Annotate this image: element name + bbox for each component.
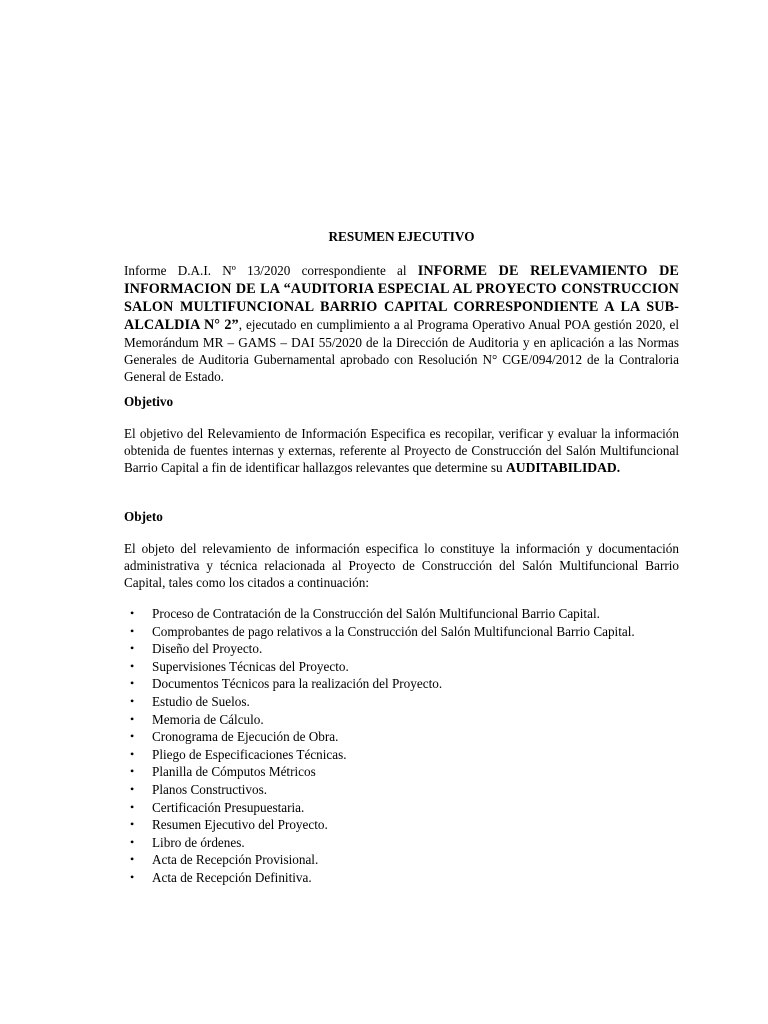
list-item bbox=[124, 605, 679, 623]
objetivo-paragraph bbox=[124, 425, 679, 476]
bullet-icon: • bbox=[130, 693, 135, 708]
bullet-icon: • bbox=[130, 606, 135, 620]
list-item bbox=[124, 658, 679, 676]
list-item bbox=[124, 746, 679, 764]
list-item bbox=[124, 640, 679, 658]
bullet-icon: • bbox=[130, 711, 135, 726]
bullet-icon: • bbox=[130, 869, 135, 884]
list-item bbox=[124, 728, 679, 746]
objeto-heading: Objeto bbox=[124, 509, 163, 524]
list-item bbox=[124, 763, 679, 781]
list-item bbox=[124, 869, 679, 887]
list-item-text: Cronograma de Ejecución de Obra. bbox=[152, 729, 339, 745]
document-list bbox=[124, 605, 679, 887]
bullet-icon: • bbox=[130, 852, 135, 867]
bullet-icon: • bbox=[130, 817, 135, 832]
bullet-icon: • bbox=[130, 729, 135, 744]
list-item bbox=[124, 799, 679, 817]
list-item-text: Certificación Presupuestaria. bbox=[152, 799, 305, 815]
list-item-text: Planilla de Cómputos Métricos bbox=[152, 764, 316, 780]
list-item-text: Supervisiones Técnicas del Proyecto. bbox=[152, 658, 349, 674]
intro-text-end: , ejecutado en cumplimiento a al Programa Operativo Anual POA gestión 2020, el Memorándum MR – GAMS – DAI 55/2020 de la Dirección de Auditoria y en aplicación a las Normas Generales de Auditoria Gubernamental aprobado con Resolución N° CGE/094/2012 de la Contraloria General de Estado. bbox=[124, 317, 680, 384]
list-item-text: Libro de órdenes. bbox=[152, 834, 245, 850]
objeto-paragraph: El objeto del relevamiento de información especifica lo constituye la información y documentación administrativa y técnica relacionada al Proyecto de Construcción del Salón Multifuncional Barrio Capital, tales como los citados a continuación: bbox=[124, 541, 679, 590]
bullet-icon: • bbox=[130, 781, 135, 796]
objetivo-heading: Objetivo bbox=[124, 394, 174, 409]
intro-text-start: Informe D.A.I. Nº 13/2020 correspondiente al bbox=[124, 263, 418, 278]
list-item bbox=[124, 623, 679, 641]
bullet-icon: • bbox=[130, 799, 135, 814]
bullet-icon: • bbox=[130, 764, 135, 779]
intro-report-title: INFORME DE RELEVAMIENTO DE INFORMACION DE LA “AUDITORIA ESPECIAL AL PROYECTO CONSTRUCCION SALON MULTIFUNCIONAL BARRIO CAPITAL CORRESPONDIENTE A LA SUB-ALCALDIA N° 2” bbox=[124, 263, 679, 333]
bullet-icon: • bbox=[130, 676, 135, 691]
list-item bbox=[124, 851, 679, 869]
list-item-text: Memoria de Cálculo. bbox=[152, 711, 264, 727]
bullet-icon: • bbox=[130, 746, 135, 761]
list-item-text: Planos Constructivos. bbox=[152, 781, 268, 797]
list-item bbox=[124, 781, 679, 799]
list-item-text: Proceso de Contratación de la Construcción del Salón Multifuncional Barrio Capital. bbox=[152, 606, 600, 621]
list-item bbox=[124, 675, 679, 693]
list-item bbox=[124, 816, 679, 834]
list-item bbox=[124, 711, 679, 729]
list-item-text: Estudio de Suelos. bbox=[152, 693, 250, 709]
intro-paragraph bbox=[124, 262, 679, 385]
list-item-text: Resumen Ejecutivo del Proyecto. bbox=[152, 817, 328, 833]
bullet-icon: • bbox=[130, 641, 135, 656]
list-item bbox=[124, 834, 679, 852]
bullet-icon: • bbox=[130, 658, 135, 673]
bullet-icon: • bbox=[130, 623, 135, 638]
list-item-text: Acta de Recepción Provisional. bbox=[152, 852, 319, 868]
list-item-text: Comprobantes de pago relativos a la Construcción del Salón Multifuncional Barrio Capital. bbox=[152, 623, 635, 639]
list-item-text: Acta de Recepción Definitiva. bbox=[152, 869, 312, 885]
list-item-text: Pliego de Especificaciones Técnicas. bbox=[152, 746, 347, 762]
list-item-text: Documentos Técnicos para la realización del Proyecto. bbox=[152, 676, 443, 692]
document-title: RESUMEN EJECUTIVO bbox=[328, 229, 475, 244]
bullet-icon: • bbox=[130, 834, 135, 849]
list-item-text: Diseño del Proyecto. bbox=[152, 641, 263, 657]
list-item bbox=[124, 693, 679, 711]
objetivo-text: El objetivo del Relevamiento de Información Especifica es recopilar, verificar y evaluar la información obtenida de fuentes internas y externas, referente al Proyecto de Construcción del Salón Multifuncional Barrio Capital a fin de identificar hallazgos relevantes que determine su bbox=[124, 426, 679, 475]
objetivo-bold-term: AUDITABILIDAD. bbox=[505, 460, 621, 475]
